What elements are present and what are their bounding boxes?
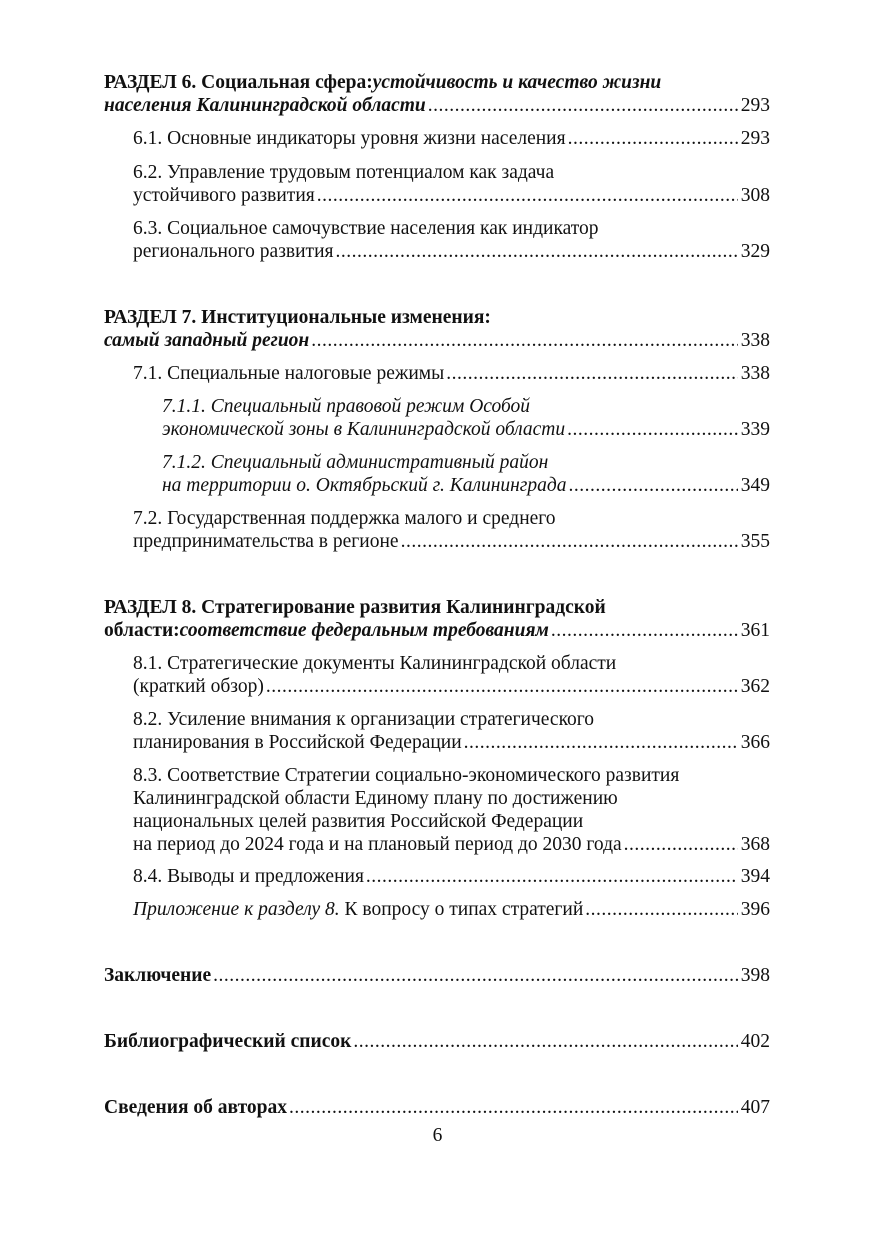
leader-dots [551, 619, 738, 642]
leader-dots [289, 1096, 738, 1119]
leader-dots [568, 127, 738, 150]
toc-bibliography[interactable] [104, 1030, 770, 1053]
leader-dots [569, 474, 738, 497]
leader-dots [335, 240, 737, 263]
entry-text: национальных целей развития Российской Федерации [133, 811, 584, 832]
toc-section-7[interactable] [104, 306, 770, 352]
entry-text: самый западный регион [104, 330, 310, 351]
leader-dots [567, 418, 738, 441]
toc-appendix-8[interactable] [133, 898, 770, 921]
page-ref: 338 [740, 330, 770, 351]
toc-item-7-1-1[interactable] [162, 395, 770, 441]
page-ref: 355 [740, 531, 770, 552]
entry-text: устойчивого развития [133, 185, 315, 206]
toc-item-8-3[interactable] [133, 764, 770, 856]
page-ref: 398 [740, 965, 770, 986]
toc-item-8-2[interactable] [133, 708, 770, 754]
page-ref: 338 [740, 363, 770, 384]
toc-item-7-2[interactable] [133, 507, 770, 553]
entry-text: РАЗДЕЛ 6. Социальная сфера: [104, 72, 373, 93]
page-ref: 362 [740, 676, 770, 697]
toc-authors[interactable] [104, 1096, 770, 1119]
entry-text: Сведения об авторах [104, 1097, 288, 1118]
leader-dots [317, 184, 738, 207]
toc-item-8-1[interactable] [133, 652, 770, 698]
toc-item-6-3[interactable] [133, 217, 770, 263]
entry-text: экономической зоны в Калининградской области [162, 419, 566, 440]
leader-dots [366, 865, 738, 888]
entry-text: населения Калининградской области [104, 95, 426, 116]
page-ref: 293 [740, 95, 770, 116]
page-ref: 293 [740, 128, 770, 149]
leader-dots [446, 362, 738, 385]
toc-section-8[interactable] [104, 596, 770, 642]
entry-text: Библиографический список [104, 1031, 352, 1052]
leader-dots [353, 1030, 737, 1053]
leader-dots [585, 898, 737, 921]
entry-text: 6.2. Управление трудовым потенциалом как задача [133, 162, 555, 183]
page-ref: 394 [740, 866, 770, 887]
toc-item-7-1-2[interactable] [162, 451, 770, 497]
toc-item-6-1[interactable] [133, 127, 770, 150]
toc-item-6-2[interactable] [133, 161, 770, 207]
entry-text: 6.3. Социальное самочувствие населения как индикатор [133, 218, 599, 239]
entry-text: РАЗДЕЛ 8. Стратегирование развития Калининградской [104, 597, 606, 618]
page-ref: 366 [740, 732, 770, 753]
entry-text: (краткий обзор) [133, 676, 264, 697]
entry-text: 6.1. Основные индикаторы уровня жизни населения [133, 128, 566, 149]
leader-dots [266, 675, 738, 698]
toc-conclusion[interactable] [104, 964, 770, 987]
page-ref: 329 [740, 241, 770, 262]
page-ref: 368 [740, 834, 770, 855]
page-number: 6 [432, 1125, 443, 1146]
toc-item-8-4[interactable] [133, 865, 770, 888]
entry-text: К вопросу о типах стратегий [339, 899, 584, 920]
page-ref: 308 [740, 185, 770, 206]
entry-text: 8.1. Стратегические документы Калининградской области [133, 653, 617, 674]
entry-text: планирования в Российской Федерации [133, 732, 462, 753]
entry-text: 7.2. Государственная поддержка малого и среднего [133, 508, 556, 529]
entry-text: Приложение к разделу 8. [133, 899, 340, 920]
leader-dots [624, 833, 738, 856]
entry-text: Заключение [104, 965, 212, 986]
entry-text: РАЗДЕЛ 7. Институциональные изменения: [104, 307, 491, 328]
leader-dots [428, 94, 738, 117]
page-ref: 402 [740, 1031, 770, 1052]
entry-text: на период до 2024 года и на плановый период до 2030 года [133, 834, 622, 855]
entry-text: 7.1. Специальные налоговые режимы [133, 363, 445, 384]
entry-text: 8.3. Соответствие Стратегии социально-экономического развития [133, 765, 680, 786]
leader-dots [464, 731, 738, 754]
entry-text: на территории о. Октябрьский г. Калининграда [162, 475, 567, 496]
entry-text: области: [104, 620, 180, 641]
toc-section-6[interactable] [104, 71, 770, 117]
entry-text: 7.1.2. Специальный административный район [162, 452, 549, 473]
entry-text: 8.4. Выводы и предложения [133, 866, 364, 887]
entry-text: 7.1.1. Специальный правовой режим Особой [162, 396, 531, 417]
page-ref: 339 [740, 419, 770, 440]
page-ref: 407 [740, 1097, 770, 1118]
entry-text: соответствие федеральным требованиям [179, 620, 549, 641]
page-ref: 349 [740, 475, 770, 496]
entry-text: 8.2. Усиление внимания к организации стратегического [133, 709, 595, 730]
page-ref: 361 [740, 620, 770, 641]
entry-text: регионального развития [133, 241, 334, 262]
toc-item-7-1[interactable] [133, 362, 770, 385]
leader-dots [311, 329, 738, 352]
entry-text: Калининградской области Единому плану по достижению [133, 788, 618, 809]
leader-dots [213, 964, 738, 987]
page-ref: 396 [740, 899, 770, 920]
entry-text: устойчивость и качество жизни [372, 72, 662, 93]
entry-text: предпринимательства в регионе [133, 531, 399, 552]
leader-dots [401, 530, 738, 553]
